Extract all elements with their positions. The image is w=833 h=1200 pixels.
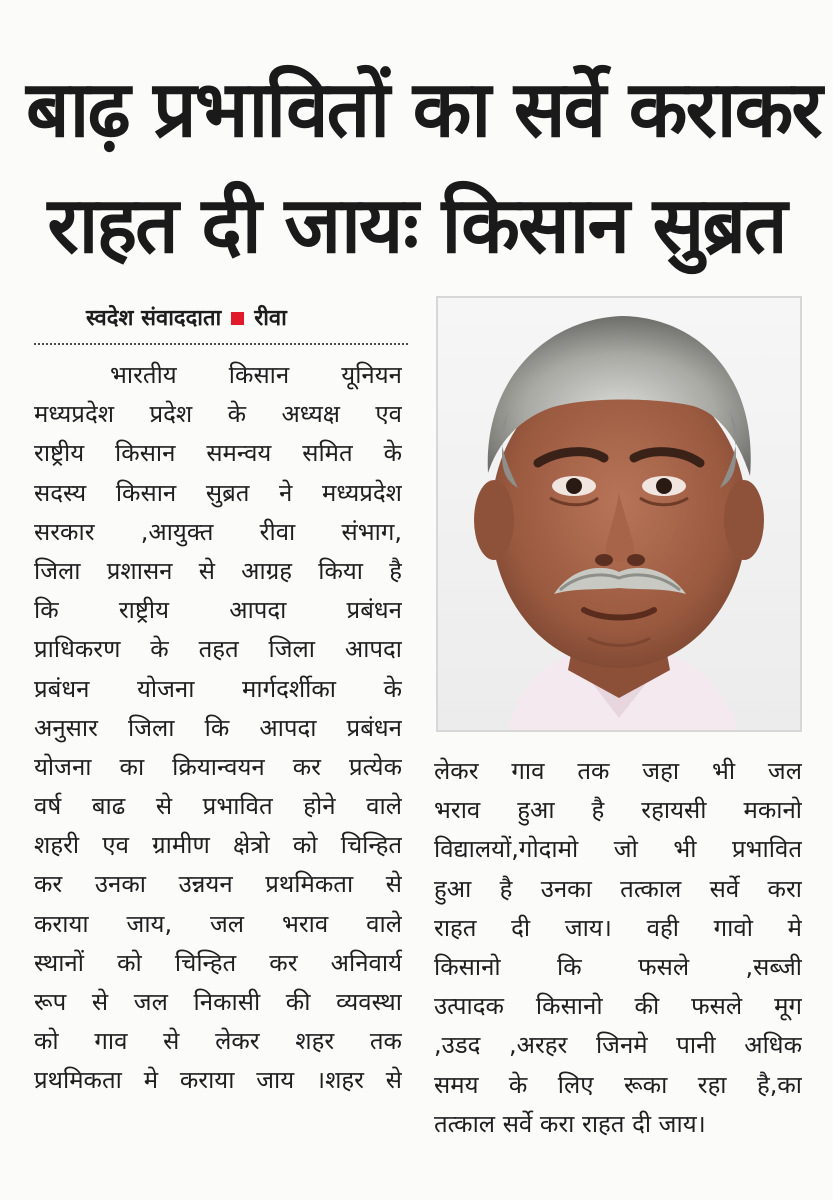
body-line: प्रबंधन योजना मार्गदर्शीका के <box>34 674 402 703</box>
body-line: विद्यालयों,गोदामो जो भी प्रभावित <box>434 835 802 864</box>
headline <box>18 52 821 284</box>
body-line: राहत दी जाय। वही गावो मे <box>434 913 802 942</box>
body-line: किसानो कि फसले ,सब्जी <box>434 952 802 981</box>
body-line: वर्ष बाढ से प्रभावित होने वाले <box>34 792 402 821</box>
body-line: अनुसार जिला कि आपदा प्रबंधन <box>34 713 402 742</box>
body-line: प्रथमिकता मे कराया जाय ।शहर से <box>34 1066 402 1095</box>
body-line: कि राष्ट्रीय आपदा प्रबंधन <box>34 596 402 625</box>
portrait-photo <box>436 296 802 732</box>
article-body-left-column <box>34 356 402 1101</box>
body-line: कर उनका उन्नयन प्रथमिकता से <box>34 870 402 899</box>
body-line: राष्ट्रीय किसान समन्वय समित के <box>34 439 402 468</box>
red-square-icon <box>231 312 244 325</box>
byline-source: स्वदेश संवाददाता <box>86 306 222 331</box>
body-line: स्थानों को चिन्हित कर अनिवार्य <box>34 948 402 977</box>
body-line: तत्काल सर्वे करा राहत दी जाय। <box>434 1109 706 1138</box>
byline-divider <box>34 343 408 345</box>
portrait-illustration <box>438 298 800 730</box>
byline-place: रीवा <box>254 306 287 331</box>
body-line: भराव हुआ है रहायसी मकानो <box>434 796 802 825</box>
body-line: भारतीय किसान यूनियन <box>110 361 402 389</box>
body-line: कराया जाय, जल भराव वाले <box>34 909 402 938</box>
body-line: प्राधिकरण के तहत जिला आपदा <box>34 635 402 664</box>
body-line: रूप से जल निकासी की व्यवस्था <box>34 988 402 1016</box>
body-line: लेकर गाव तक जहा भी जल <box>434 757 802 785</box>
body-line: सरकार ,आयुक्त रीवा संभाग, <box>34 517 402 546</box>
body-line: शहरी एव ग्रामीण क्षेत्रो को चिन्हित <box>34 831 402 860</box>
body-line: जिला प्रशासन से आग्रह किया है <box>34 556 402 585</box>
body-line: को गाव से लेकर शहर तक <box>34 1027 402 1056</box>
body-line: सदस्य किसान सुब्रत ने मध्यप्रदेश <box>34 478 402 507</box>
body-line: ,उडद ,अरहर जिनमे पानी अधिक <box>434 1031 802 1060</box>
headline-line-1: बाढ़ प्रभावितों का सर्वे कराकर <box>25 65 821 155</box>
body-line: मध्यप्रदेश प्रदेश के अध्यक्ष एव <box>34 400 402 429</box>
body-line: समय के लिए रूका रहा है,का <box>434 1070 802 1099</box>
headline-line-2: राहत दी जायः किसान सुब्रत <box>47 181 786 271</box>
body-line: हुआ है उनका तत्काल सर्वे करा <box>434 874 802 903</box>
byline <box>86 302 287 332</box>
body-line: उत्पादक किसानो की फसले मूग <box>434 992 802 1021</box>
article-body-right-column <box>434 752 802 1144</box>
body-line: योजना का क्रियान्वयन कर प्रत्येक <box>34 752 402 781</box>
